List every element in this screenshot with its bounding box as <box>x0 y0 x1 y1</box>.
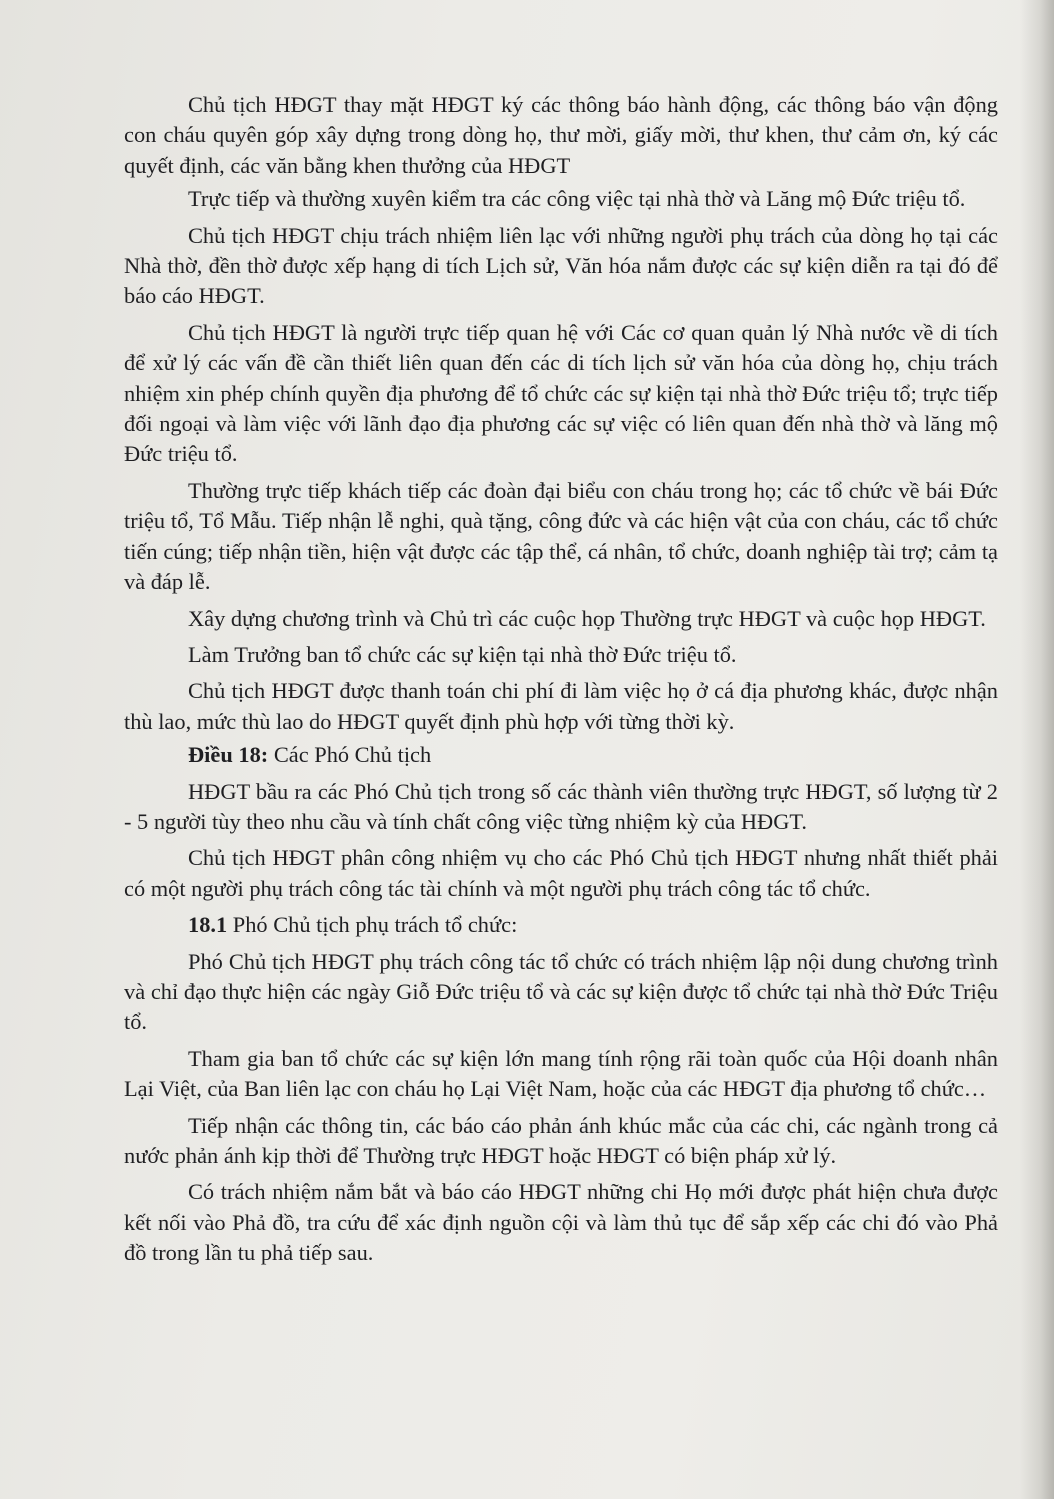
paragraph-7: Làm Trưởng ban tổ chức các sự kiện tại nhà thờ Đức triệu tổ. <box>188 641 737 667</box>
page-edge-shadow <box>1020 0 1054 1499</box>
paragraph-5: Thường trực tiếp khách tiếp các đoàn đại biểu con cháu trong họ; các tổ chức về bái Đức triệu tổ, Tổ Mẫu. Tiếp nhận lễ nghi, quà tặng, công đức và các hiện vật của con cháu, các tổ chức tiến cúng; tiếp nhận tiền, hiện vật được các tập thể, cá nhân, tổ chức, doanh nghiệp tài trợ; cảm tạ và đáp lễ. <box>124 477 998 595</box>
paragraph-14: Có trách nhiệm nắm bắt và báo cáo HĐGT những chi Họ mới được phát hiện chưa được kết nối vào Phả đồ, tra cứu để xác định nguồn cội và làm thủ tục để sắp xếp các chi đó vào Phả đồ trong lần tu phả tiếp sau. <box>124 1179 998 1266</box>
paragraph-8: Chủ tịch HĐGT được thanh toán chi phí đi làm việc họ ở cá địa phương khác, được nhận thù lao, mức thù lao do HĐGT quyết định phù hợp với từng thời kỳ. <box>124 678 998 734</box>
paragraph-11: Phó Chủ tịch HĐGT phụ trách công tác tổ chức có trách nhiệm lập nội dung chương trình và chỉ đạo thực hiện các ngày Giỗ Đức triệu tổ và các sự kiện được tổ chức tại nhà thờ Đức Triệu tổ. <box>124 948 998 1035</box>
section-18-1-title: Phó Chủ tịch phụ trách tổ chức: <box>227 912 518 938</box>
section-18-1-label: 18.1 <box>188 912 228 938</box>
article-18-title: Các Phó Chủ tịch <box>268 742 432 768</box>
paragraph-13: Tiếp nhận các thông tin, các báo cáo phản ánh khúc mắc của các chi, các ngành trong cả nước phản ánh kịp thời để Thường trực HĐGT hoặc HĐGT có biện pháp xử lý. <box>124 1112 998 1168</box>
article-18-label: Điều 18: <box>188 742 269 768</box>
paragraph-3: Chủ tịch HĐGT chịu trách nhiệm liên lạc với những người phụ trách của dòng họ tại các Nhà thờ, đền thờ được xếp hạng di tích Lịch sử, Văn hóa nắm được các sự kiện diễn ra tại đó để báo cáo HĐGT. <box>124 222 998 309</box>
paragraph-6: Xây dựng chương trình và Chủ trì các cuộc họp Thường trực HĐGT và cuộc họp HĐGT. <box>188 605 986 631</box>
paragraph-1: Chủ tịch HĐGT thay mặt HĐGT ký các thông báo hành động, các thông báo vận động con cháu quyên góp xây dựng trong dòng họ, thư mời, giấy mời, thư khen, thư cảm ơn, ký các quyết định, các văn bằng khen thưởng của HĐGT <box>124 92 998 178</box>
paragraph-2: Trực tiếp và thường xuyên kiểm tra các công việc tại nhà thờ và Lăng mộ Đức triệu tổ. <box>188 186 966 212</box>
paragraph-10: Chủ tịch HĐGT phân công nhiệm vụ cho các Phó Chủ tịch HĐGT nhưng nhất thiết phải có một người phụ trách công tác tài chính và một người phụ trách công tác tổ chức. <box>124 845 998 901</box>
paragraph-12: Tham gia ban tổ chức các sự kiện lớn mang tính rộng rãi toàn quốc của Hội doanh nhân Lại Việt, của Ban liên lạc con cháu họ Lại Việt Nam, hoặc của các HĐGT địa phương tổ chức… <box>124 1045 998 1102</box>
section-18-1-heading <box>124 910 998 940</box>
paragraph-9: HĐGT bầu ra các Phó Chủ tịch trong số các thành viên thường trực HĐGT, số lượng từ 2 - 5 người tùy theo nhu cầu và tính chất công việc từng nhiệm kỳ của HĐGT. <box>124 778 998 834</box>
document-body <box>124 90 998 1272</box>
article-18-heading <box>124 740 998 770</box>
paragraph-4: Chủ tịch HĐGT là người trực tiếp quan hệ với Các cơ quan quản lý Nhà nước về di tích để xử lý các vấn đề cần thiết liên quan đến các di tích lịch sử văn hóa của dòng họ, chịu trách nhiệm xin phép chính quyền địa phương để tổ chức các sự kiện tại nhà thờ Đức triệu tổ; trực tiếp đối ngoại và làm việc với lãnh đạo địa phương các sự việc có liên quan đến nhà thờ và lăng mộ Đức triệu tổ. <box>124 319 998 467</box>
